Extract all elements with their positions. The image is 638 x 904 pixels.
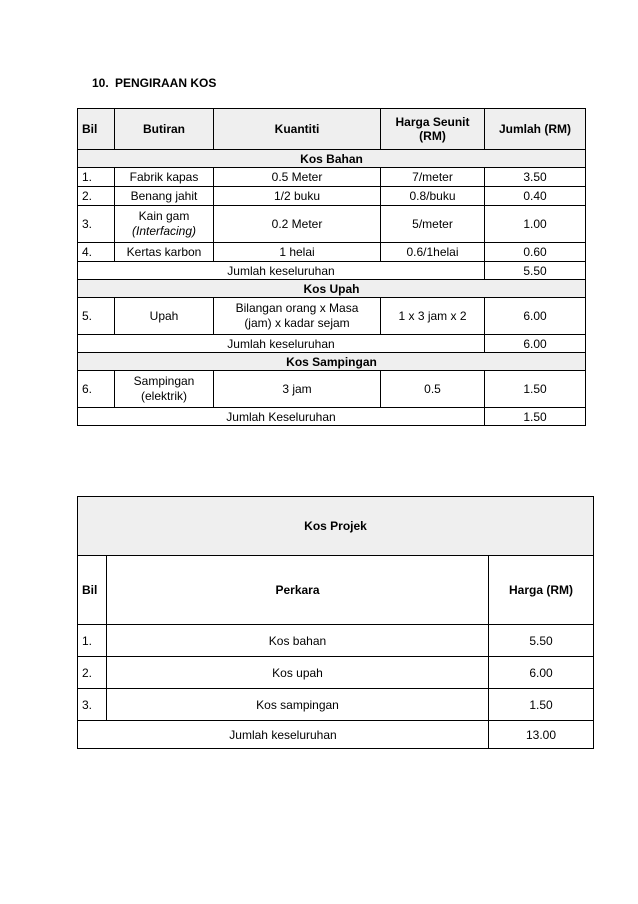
table-row	[78, 243, 586, 262]
cell-kuantiti: 0.5 Meter	[214, 168, 381, 187]
table-row	[78, 689, 594, 721]
cost-breakdown-table	[77, 108, 586, 426]
cell-bil: 3.	[78, 206, 115, 243]
cell-jumlah: 0.40	[485, 187, 586, 206]
cell-jumlah: 1.50	[485, 371, 586, 408]
table-row	[78, 298, 586, 335]
cell-butiran	[115, 206, 214, 243]
table-row	[78, 168, 586, 187]
header-harga-seunit: Harga Seunit (RM)	[381, 109, 485, 150]
section-row-kos-bahan	[78, 150, 586, 168]
cell-harga: 6.00	[489, 657, 594, 689]
cell-bil: 3.	[78, 689, 107, 721]
cell-jumlah: 3.50	[485, 168, 586, 187]
cell-butiran: Benang jahit	[115, 187, 214, 206]
header-butiran: Butiran	[115, 109, 214, 150]
header-perkara: Perkara	[107, 556, 489, 625]
cell-kuantiti: 1/2 buku	[214, 187, 381, 206]
cell-butiran: Upah	[115, 298, 214, 335]
section-number: 10.	[92, 76, 109, 90]
cell-perkara: Kos bahan	[107, 625, 489, 657]
cell-jumlah: 0.60	[485, 243, 586, 262]
cell-bil: 4.	[78, 243, 115, 262]
cell-harga: 0.8/buku	[381, 187, 485, 206]
cell-bil: 5.	[78, 298, 115, 335]
cell-harga: 5/meter	[381, 206, 485, 243]
table-title-row	[78, 497, 594, 556]
cell-butiran: Sampingan (elektrik)	[115, 371, 214, 408]
table-row	[78, 625, 594, 657]
section-title-kos-sampingan: Kos Sampingan	[78, 353, 586, 371]
subtotal-row-kos-sampingan	[78, 408, 586, 426]
cell-butiran-main: Kain gam	[138, 209, 190, 223]
cell-jumlah: 6.00	[485, 298, 586, 335]
project-cost-table	[77, 496, 594, 749]
cell-harga: 1.50	[489, 689, 594, 721]
total-row	[78, 721, 594, 749]
cell-butiran-note: (Interfacing)	[131, 224, 197, 238]
cell-kuantiti: 1 helai	[214, 243, 381, 262]
table-row	[78, 187, 586, 206]
cell-bil: 1.	[78, 625, 107, 657]
cell-harga: 0.6/1helai	[381, 243, 485, 262]
cell-harga: 7/meter	[381, 168, 485, 187]
subtotal-label: Jumlah keseluruhan	[78, 335, 485, 353]
subtotal-row-kos-upah	[78, 335, 586, 353]
header-kuantiti: Kuantiti	[214, 109, 381, 150]
table-title: Kos Projek	[78, 497, 594, 556]
section-title-kos-upah: Kos Upah	[78, 280, 586, 298]
cell-harga: 1 x 3 jam x 2	[381, 298, 485, 335]
subtotal-label: Jumlah keseluruhan	[78, 262, 485, 280]
cell-harga: 5.50	[489, 625, 594, 657]
subtotal-row-kos-bahan	[78, 262, 586, 280]
cell-perkara: Kos upah	[107, 657, 489, 689]
cell-perkara: Kos sampingan	[107, 689, 489, 721]
subtotal-value: 6.00	[485, 335, 586, 353]
section-title-kos-bahan: Kos Bahan	[78, 150, 586, 168]
cell-kuantiti: Bilangan orang x Masa (jam) x kadar sejam	[214, 298, 381, 335]
table-row	[78, 657, 594, 689]
table-row	[78, 371, 586, 408]
total-label: Jumlah keseluruhan	[78, 721, 489, 749]
section-row-kos-upah	[78, 280, 586, 298]
section-row-kos-sampingan	[78, 353, 586, 371]
section-title: PENGIRAAN KOS	[115, 76, 217, 90]
cell-bil: 1.	[78, 168, 115, 187]
cell-kuantiti: 0.2 Meter	[214, 206, 381, 243]
cell-bil: 6.	[78, 371, 115, 408]
table-row	[78, 206, 586, 243]
cell-jumlah: 1.00	[485, 206, 586, 243]
cell-harga: 0.5	[381, 371, 485, 408]
header-bil: Bil	[78, 109, 115, 150]
header-bil: Bil	[78, 556, 107, 625]
table-header-row	[78, 556, 594, 625]
subtotal-value: 5.50	[485, 262, 586, 280]
subtotal-label: Jumlah Keseluruhan	[78, 408, 485, 426]
total-value: 13.00	[489, 721, 594, 749]
cell-kuantiti: 3 jam	[214, 371, 381, 408]
cell-bil: 2.	[78, 187, 115, 206]
cell-bil: 2.	[78, 657, 107, 689]
cell-butiran: Fabrik kapas	[115, 168, 214, 187]
table-header-row	[78, 109, 586, 150]
section-heading	[92, 76, 216, 90]
header-harga: Harga (RM)	[489, 556, 594, 625]
header-jumlah: Jumlah (RM)	[485, 109, 586, 150]
subtotal-value: 1.50	[485, 408, 586, 426]
cell-butiran: Kertas karbon	[115, 243, 214, 262]
